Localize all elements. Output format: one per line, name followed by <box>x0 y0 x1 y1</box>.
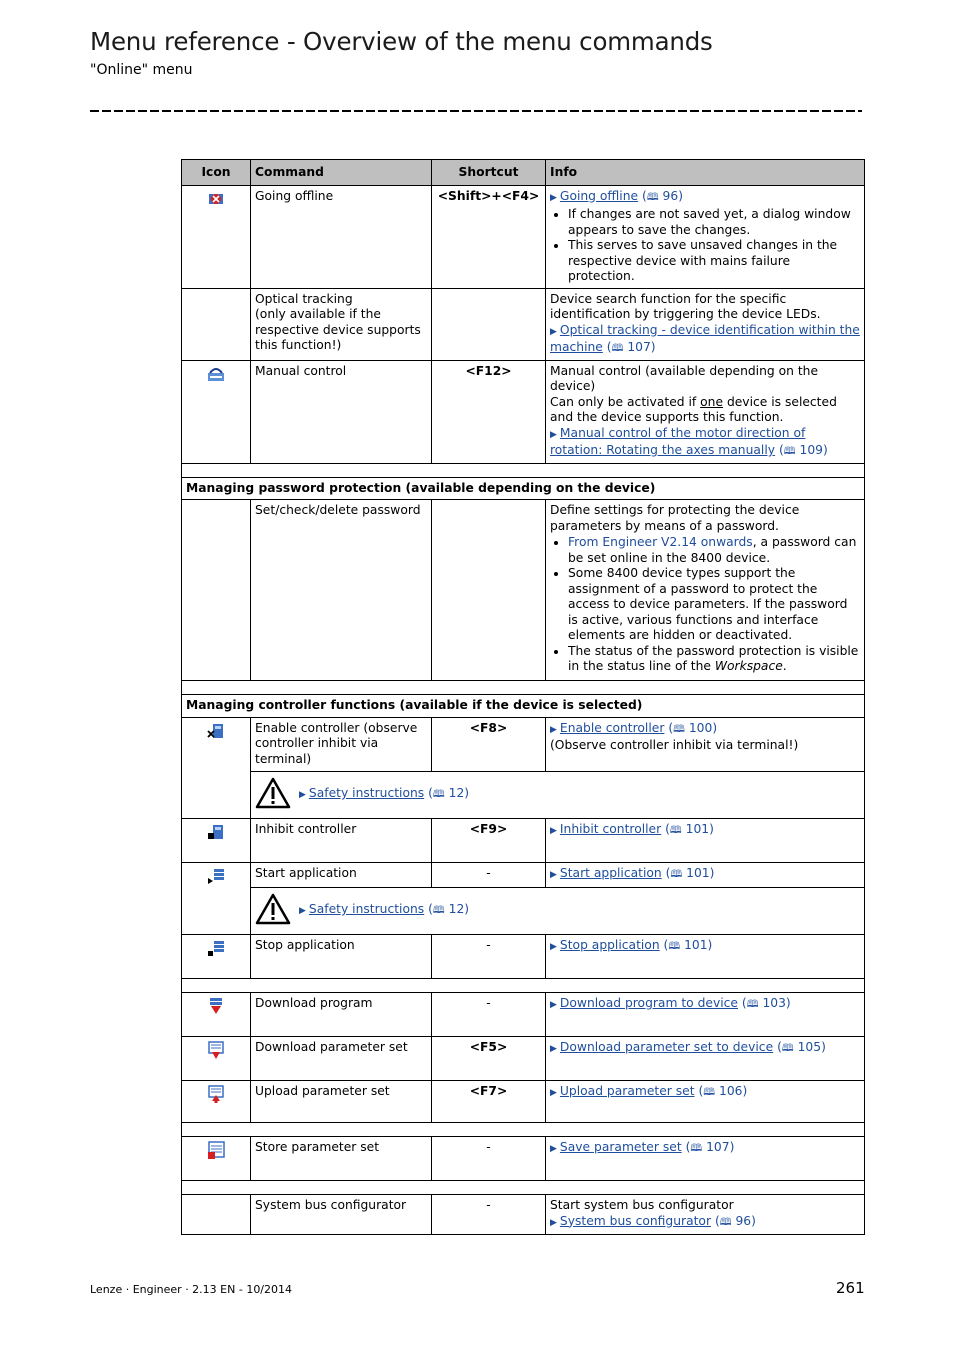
table-row <box>182 500 865 681</box>
list-item: • This serves to save unsaved changes in the respective device with mains failure protection. <box>568 238 860 285</box>
col-header-icon: Icon <box>182 160 251 186</box>
arrow-icon: ▶ <box>550 1088 557 1098</box>
warning-row <box>182 771 865 819</box>
book-icon: 🕮 <box>669 825 682 836</box>
section-row <box>182 695 865 718</box>
info-text: (Observe controller inhibit via terminal!) <box>550 738 799 752</box>
table-row <box>182 360 865 463</box>
link-system-bus-configurator[interactable]: System bus configurator <box>559 1213 712 1228</box>
info-text: device is selected and the device supports this function. <box>550 394 837 424</box>
command-cell: Store parameter set <box>251 1137 432 1181</box>
col-header-command: Command <box>251 160 432 186</box>
shortcut-cell: - <box>432 1195 546 1235</box>
inhibit-controller-icon <box>206 831 226 845</box>
warning-icon <box>255 893 291 930</box>
info-cell: ▶ Start application (🕮 101) <box>546 863 865 888</box>
book-icon: 🕮 <box>783 446 796 457</box>
arrow-icon: ▶ <box>550 326 557 337</box>
warning-cell: ▶ Safety instructions (🕮 12) <box>251 887 865 935</box>
link-safety-instructions[interactable]: Safety instructions <box>308 902 425 916</box>
book-icon: 🕮 <box>670 869 683 880</box>
table-row <box>182 863 865 888</box>
book-icon: 🕮 <box>611 343 624 354</box>
icon-cell <box>182 1195 251 1235</box>
command-cell: Download program <box>251 993 432 1037</box>
list-item <box>568 535 860 566</box>
info-text: Can only be activated if <box>550 394 701 409</box>
info-cell <box>546 500 865 681</box>
book-icon: 🕮 <box>673 723 685 735</box>
table-row <box>182 935 865 979</box>
spacer-row <box>182 1181 865 1195</box>
table-row <box>182 185 865 288</box>
arrow-icon: ▶ <box>550 1044 557 1054</box>
spacer-row <box>182 463 865 477</box>
icon-cell <box>182 717 251 819</box>
icon-cell <box>182 1137 251 1181</box>
download-parameter-set-icon <box>206 1049 226 1063</box>
icon-cell <box>182 500 251 681</box>
table-row <box>182 1081 865 1123</box>
arrow-icon: ▶ <box>550 724 557 735</box>
page-ref: 96) <box>662 188 683 203</box>
warning-cell: ▶ Safety instructions (🕮 12) <box>251 771 865 819</box>
shortcut-cell: - <box>432 993 546 1037</box>
command-cell: System bus configurator <box>251 1195 432 1235</box>
going-offline-icon <box>206 198 226 212</box>
icon-cell <box>182 993 251 1037</box>
upload-parameter-set-icon <box>206 1093 226 1107</box>
link-start-application[interactable]: Start application <box>559 866 662 880</box>
command-cell: Stop application <box>251 935 432 979</box>
page-ref: 96) <box>735 1213 756 1228</box>
list-item <box>568 644 860 675</box>
table-header-row <box>182 160 865 186</box>
list-item-emphasis: Workspace <box>714 659 783 673</box>
table-row <box>182 1037 865 1081</box>
page-ref: 107) <box>706 1140 735 1154</box>
book-icon: 🕮 <box>746 999 759 1010</box>
command-text: Optical tracking <box>255 291 353 306</box>
icon-cell <box>182 1081 251 1123</box>
dashed-divider <box>90 110 862 112</box>
shortcut-cell: <F5> <box>432 1037 546 1081</box>
info-cell: ▶ Save parameter set (🕮 107) <box>546 1137 865 1181</box>
link-save-parameter-set[interactable]: Save parameter set <box>559 1140 682 1154</box>
manual-control-icon <box>206 373 226 387</box>
link-manual-control[interactable]: Manual control of the motor direction of rotation: Rotating the axes manually <box>550 425 806 457</box>
page-ref: 101) <box>684 938 713 952</box>
list-item: • If changes are not saved yet, a dialog window appears to save the changes. <box>568 207 860 238</box>
page-ref: 103) <box>762 996 791 1010</box>
shortcut-cell: - <box>432 1137 546 1181</box>
col-header-info: Info <box>546 160 865 186</box>
link-download-parameter-set[interactable]: Download parameter set to device <box>559 1040 774 1054</box>
list-item: • Some 8400 device types support the assignment of a password to protect the access to device parameters. If the password is active, various functions and interface elements are hidden or deactivated. <box>568 566 860 644</box>
icon-cell <box>182 1037 251 1081</box>
col-header-shortcut: Shortcut <box>432 160 546 186</box>
page-ref: 101) <box>685 822 714 836</box>
link-download-program[interactable]: Download program to device <box>559 996 738 1010</box>
page-ref: 12) <box>448 902 470 916</box>
version-link[interactable]: From Engineer V2.14 onwards <box>568 535 753 549</box>
link-going-offline[interactable]: Going offline <box>559 188 639 203</box>
link-safety-instructions[interactable]: Safety instructions <box>308 786 425 800</box>
store-parameter-set-icon <box>206 1149 226 1163</box>
page-ref: 106) <box>719 1084 748 1098</box>
warning-row <box>182 887 865 935</box>
spacer-row <box>182 681 865 695</box>
info-cell: Manual control (available depending on the device) Can only be activated if one device is selected and the device supports this function. ▶ Manual control of the motor direction of rotation: Rotating the axes manually (🕮 109) <box>546 360 865 463</box>
command-cell: Manual control <box>251 360 432 463</box>
shortcut-cell: <F9> <box>432 819 546 863</box>
stop-application-icon <box>206 947 226 961</box>
page-ref: 12) <box>448 786 470 800</box>
info-cell: Device search function for the specific identification by triggering the device LEDs. ▶ Optical tracking - device identification within the machine (🕮 107) <box>546 288 865 360</box>
warning-icon <box>255 777 291 814</box>
section-row <box>182 477 865 500</box>
link-stop-application[interactable]: Stop application <box>559 938 660 952</box>
shortcut-cell: <F7> <box>432 1081 546 1123</box>
arrow-icon: ▶ <box>550 826 557 836</box>
table-row <box>182 1195 865 1235</box>
page-ref: 101) <box>686 866 715 880</box>
info-cell: ▶ Inhibit controller (🕮 101) <box>546 819 865 863</box>
list-item-text: The status of the password protection is visible in the status line of the <box>568 643 859 673</box>
spacer-row <box>182 979 865 993</box>
shortcut-cell: <F12> <box>432 360 546 463</box>
start-application-icon <box>206 875 226 889</box>
table-row <box>182 993 865 1037</box>
table-row <box>182 717 865 771</box>
book-icon: 🕮 <box>719 1216 732 1228</box>
shortcut-cell <box>432 500 546 681</box>
book-icon: 🕮 <box>668 941 681 952</box>
info-text: Manual control (available depending on the device) <box>550 363 819 393</box>
section-header-controller: Managing controller functions (available if the device is selected) <box>182 695 865 718</box>
info-cell: Start system bus configurator ▶ System bus configurator (🕮 96) <box>546 1195 865 1235</box>
link-inhibit-controller[interactable]: Inhibit controller <box>559 822 662 836</box>
info-text: Device search function for the specific identification by triggering the device LEDs. <box>550 291 821 321</box>
info-cell: ▶ Enable controller (🕮 100) (Observe controller inhibit via terminal!) <box>546 717 865 771</box>
command-cell <box>251 288 432 360</box>
command-cell: Enable controller (observe controller inhibit via terminal) <box>251 717 432 771</box>
arrow-icon: ▶ <box>550 429 557 440</box>
menu-commands-table <box>181 159 865 1235</box>
shortcut-cell: <Shift>+<F4> <box>432 185 546 288</box>
page-ref: 109) <box>799 443 828 457</box>
page-subtitle: "Online" menu <box>90 62 193 78</box>
info-cell: ▶ Upload parameter set (🕮 106) <box>546 1081 865 1123</box>
icon-cell <box>182 360 251 463</box>
info-cell: ▶ Download program to device (🕮 103) <box>546 993 865 1037</box>
icon-cell <box>182 288 251 360</box>
command-cell: Set/check/delete password <box>251 500 432 681</box>
link-enable-controller[interactable]: Enable controller <box>559 720 665 735</box>
icon-cell <box>182 185 251 288</box>
book-icon: 🕮 <box>432 905 445 916</box>
arrow-icon: ▶ <box>299 906 306 916</box>
icon-cell <box>182 863 251 935</box>
info-emphasis: one <box>700 394 724 409</box>
table-row <box>182 288 865 360</box>
page-ref: 100) <box>688 720 718 735</box>
info-cell: ▶ Going offline (🕮 96) • If changes are not saved yet, a dialog window appears to save the changes. • This serves to save unsaved changes in the respective device with mains failure protection. <box>546 185 865 288</box>
shortcut-cell: - <box>432 935 546 979</box>
icon-cell <box>182 819 251 863</box>
link-upload-parameter-set[interactable]: Upload parameter set <box>559 1084 695 1098</box>
download-program-icon <box>206 1005 226 1019</box>
arrow-icon: ▶ <box>550 192 557 203</box>
info-text: Define settings for protecting the device parameters by means of a password. <box>550 503 800 533</box>
page-ref: 107) <box>627 340 656 354</box>
info-cell: ▶ Stop application (🕮 101) <box>546 935 865 979</box>
command-cell: Download parameter set <box>251 1037 432 1081</box>
command-note: (only available if the respective device supports this function!) <box>255 307 421 352</box>
arrow-icon: ▶ <box>550 870 557 880</box>
arrow-icon: ▶ <box>550 942 557 952</box>
command-cell: Inhibit controller <box>251 819 432 863</box>
icon-cell <box>182 935 251 979</box>
shortcut-cell <box>432 288 546 360</box>
info-cell: ▶ Download parameter set to device (🕮 105) <box>546 1037 865 1081</box>
enable-controller-icon <box>206 730 226 744</box>
footer-document-info: Lenze · Engineer · 2.13 EN - 10/2014 <box>90 1283 293 1296</box>
section-header-password: Managing password protection (available depending on the device) <box>182 477 865 500</box>
list-item-text: . <box>782 659 787 673</box>
command-cell: Start application <box>251 863 432 888</box>
arrow-icon: ▶ <box>550 1144 557 1154</box>
info-text: Start system bus configurator <box>550 1198 734 1212</box>
arrow-icon: ▶ <box>550 1217 557 1228</box>
book-icon: 🕮 <box>703 1087 716 1098</box>
book-icon: 🕮 <box>690 1143 703 1154</box>
book-icon: 🕮 <box>432 789 445 800</box>
page-title: Menu reference - Overview of the menu commands <box>90 27 713 56</box>
command-cell: Going offline <box>251 185 432 288</box>
table-row <box>182 819 865 863</box>
shortcut-cell: <F8> <box>432 717 546 771</box>
command-cell: Upload parameter set <box>251 1081 432 1123</box>
page-number: 261 <box>836 1279 865 1297</box>
table-row <box>182 1137 865 1181</box>
shortcut-cell: - <box>432 863 546 888</box>
spacer-row <box>182 1123 865 1137</box>
link-optical-tracking[interactable]: Optical tracking - device identification within the machine <box>550 322 860 354</box>
page-ref: 105) <box>797 1040 826 1054</box>
list-item-text: , a password can be set online in the 8400 device. <box>568 535 857 565</box>
arrow-icon: ▶ <box>299 790 306 800</box>
arrow-icon: ▶ <box>550 1000 557 1010</box>
book-icon: 🕮 <box>646 191 659 203</box>
book-icon: 🕮 <box>781 1043 794 1054</box>
